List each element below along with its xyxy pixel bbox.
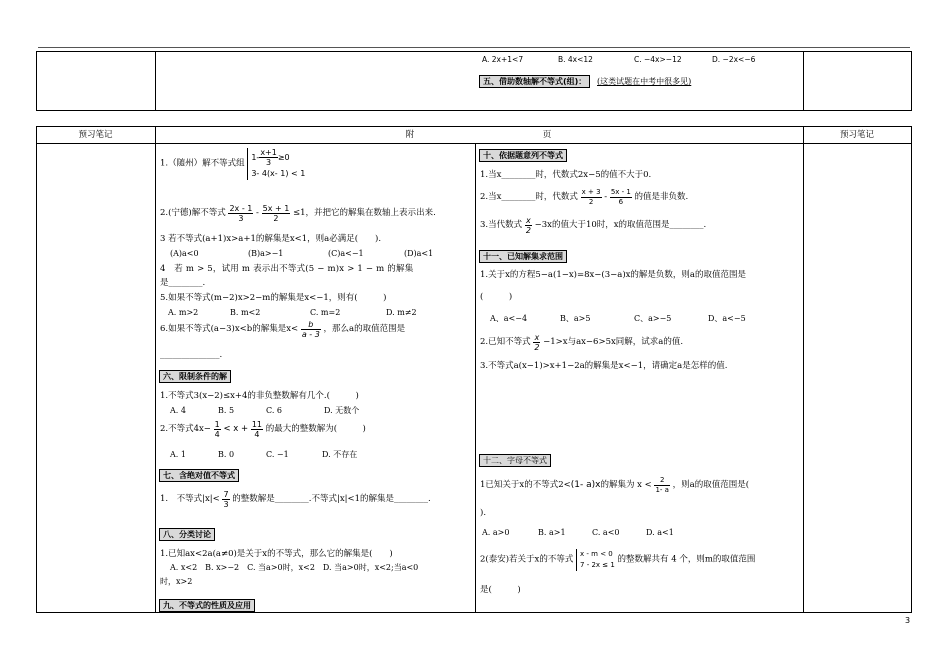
left-q2: 2.(宁德)解不等式 $\frac{2x - 1}{3}$ - $\frac{5x + 1}{2}$ ≤1，并把它的解集在数轴上表示出来. (160, 204, 436, 223)
left-s6-q2-opt-b: B. 0 (218, 450, 235, 459)
section-7-row (159, 469, 239, 482)
left-q6: 6.如果不等式(a−3)x<b的解集是x< $\frac{b}{a - 3}$ ，那么a的取值范围是 (160, 320, 406, 339)
left-q1-prefix: 1.（随州）解不等式组 (160, 158, 245, 169)
left-q3-opt-d: (D)a<1 (404, 249, 434, 258)
left-s7-q1: 1. 不等式|x|< $\frac{7}{3}$ 的整数解是________.不等式|x|<1的解集是________. (160, 490, 431, 509)
main-table-col1 (155, 126, 156, 613)
section-12-title: 十二、字母不等式 (479, 454, 551, 467)
left-s6-q1-opt-b: B. 5 (218, 406, 235, 415)
left-s6-q1-opt-c: C. 6 (266, 406, 283, 415)
section-7-title: 七、含绝对值不等式 (159, 469, 239, 482)
section-8-row (159, 528, 215, 541)
section-10-row (479, 149, 567, 162)
right-r4-opt-b: B、a>5 (560, 314, 591, 323)
left-s7-q1-fraction: $\frac{7}{3}$ (223, 490, 229, 509)
top-option-d: D. −2x<−6 (712, 55, 756, 64)
right-r8-line2: 是( ) (480, 585, 521, 595)
right-r1: 1.当x________时，代数式2x−5的值不大于0. (480, 170, 652, 180)
main-table-col-mid (475, 143, 476, 613)
right-r7-opt-a: A. a>0 (482, 528, 510, 537)
left-q3-opt-c: (C)a<−1 (328, 249, 364, 258)
section-12-row (479, 454, 551, 467)
main-table-top (36, 126, 912, 127)
left-q2-fraction-2: $\frac{5x + 1}{2}$ (262, 204, 290, 223)
section-9-title: 九、不等式的性质及应用 (159, 599, 255, 612)
main-table-left (36, 126, 37, 613)
right-r2-fraction-2: $\frac{5x - 1}{6}$ (610, 188, 631, 206)
main-table-col2 (803, 126, 804, 613)
right-r4-paren: ( ) (480, 292, 513, 302)
right-r3-fraction: $\frac{x}{2}$ (525, 216, 531, 235)
left-q5: 5.如果不等式(m−2)x>2−m的解集是x<−1，则有( ) (160, 293, 387, 303)
right-r7: 1已知关于x的不等式2<(1- a)x的解集为 x < $\frac{2}{1- a}$ ，则a的取值范围是( (480, 476, 750, 494)
top-table-bottom (36, 110, 912, 111)
left-q3: 3 若不等式(a+1)x>a+1的解集是x<1，则a必满足( ). (160, 234, 382, 244)
left-s8-q1-line2: A. x<2 B. x>−2 C. 当a>0时，x<2 D. 当a>0时，x<2;当a<0 (170, 563, 419, 572)
section-5-note: (这类试题在中考中很多见) (597, 77, 692, 86)
right-r4-opt-c: C、a>−5 (634, 314, 672, 323)
left-s6-q2-fraction-1: $\frac{1}{4}$ (214, 420, 220, 439)
right-r8-sys-line1: x - m < 0 (580, 550, 613, 558)
main-table-bottom (36, 612, 912, 613)
right-r7-end: ). (480, 508, 487, 518)
left-s6-q2-opt-d: D. 不存在 (322, 450, 358, 459)
section-5-row (479, 75, 691, 88)
right-r5-fraction: $\frac{x}{2}$ (534, 333, 540, 352)
left-s8-q1-line3: 时，x>2 (160, 577, 193, 586)
left-q6-blank: ______________. (160, 350, 223, 360)
right-r5: 2.已知不等式 $\frac{x}{2}$ −1>x与ax−6>5x同解，试求a的值. (480, 333, 684, 352)
top-table-col2 (803, 51, 804, 111)
section-5-title: 五、借助数轴解不等式(组)： (479, 75, 590, 88)
left-s8-q1: 1.已知ax<2a(a≠0)是关于x的不等式，那么它的解集是( ) (160, 549, 393, 559)
left-q2-fraction-1: $\frac{2x - 1}{3}$ (229, 204, 253, 223)
section-6-title: 六、限制条件的解 (159, 370, 231, 383)
left-s6-q2-fraction-2: $\frac{11}{4}$ (251, 420, 263, 439)
right-r3: 3.当代数式 $\frac{x}{2}$ −3x的值大于10时，x的取值范围是________. (480, 216, 707, 235)
left-s6-q1-opt-d: D. 无数个 (324, 406, 360, 415)
main-table-header-line (36, 143, 912, 144)
left-q4-line1: 4 若 m > 5，试用 m 表示出不等式(5 − m)x > 1 − m 的解集 (160, 264, 414, 274)
header-appendix-1: 附 (405, 130, 415, 140)
section-9-row (159, 599, 255, 612)
section-11-title: 十一、已知解集求范围 (479, 250, 567, 263)
page-number: 3 (905, 616, 911, 625)
right-r8-sys-line2: 7 - 2x ≤ 1 (580, 561, 615, 569)
left-q1-line1: 1- $\frac{x+1}{3}$ ≥0 (251, 148, 290, 167)
top-option-a: A. 2x+1<7 (482, 55, 524, 64)
top-option-c: C. −4x>−12 (634, 55, 682, 64)
right-r7-fraction: $\frac{2}{1- a}$ (655, 476, 669, 494)
right-r7-opt-b: B. a>1 (538, 528, 566, 537)
right-r7-opt-c: C. a<0 (592, 528, 620, 537)
right-r4-opt-a: A、a<−4 (490, 314, 528, 323)
left-q3-opt-a: (A)a<0 (170, 249, 199, 258)
section-11-row (479, 250, 567, 263)
main-table-right (911, 126, 912, 613)
left-q5-opt-b: B. m<2 (230, 308, 261, 317)
right-r4: 1.关于x的方程5−a(1−x)=8x−(3−a)x的解是负数，则a的取值范围是 (480, 270, 746, 280)
left-q1 (160, 148, 305, 180)
right-r2-fraction-1: $\frac{x + 3}{2}$ (581, 188, 601, 206)
top-table-top (36, 51, 912, 52)
section-6-row (159, 370, 231, 383)
top-table-right (911, 51, 912, 111)
left-s6-q2-opt-c: C. −1 (266, 450, 289, 459)
right-r2: 2.当x________时，代数式 $\frac{x + 3}{2}$ - $\frac{5x - 1}{6}$ 的值是非负数. (480, 188, 689, 206)
left-q5-opt-a: A. m>2 (168, 308, 199, 317)
right-r8: 2(泰安)若关于x的不等式 x - m < 0 7 - 2x ≤ 1 的整数解共有 4 个，则m的取值范围 (480, 550, 756, 569)
left-q1-system (247, 148, 305, 180)
section-10-title: 十、依据题意列不等式 (479, 149, 567, 162)
top-table-left (36, 51, 37, 111)
left-q5-opt-c: C. m=2 (310, 308, 341, 317)
header-appendix-2: 页 (542, 130, 552, 140)
left-q6-fraction: $\frac{b}{a - 3}$ (301, 320, 320, 339)
top-rule (38, 47, 910, 48)
left-q5-opt-d: D. m≠2 (386, 308, 417, 317)
top-option-b: B. 4x<12 (558, 55, 593, 64)
left-s6-q2-opt-a: A. 1 (170, 450, 186, 459)
left-q3-opt-b: (B)a>−1 (248, 249, 284, 258)
right-r4-opt-d: D、a<−5 (708, 314, 746, 323)
left-q4-line2: 是________. (160, 278, 206, 288)
right-r6: 3.不等式a(x−1)>x+1−2a的解集是x<−1，请确定a是怎样的值. (480, 361, 728, 371)
left-q1-line2: 3- 4(x- 1) < 1 (251, 169, 306, 178)
right-r8-system (576, 549, 615, 571)
left-s6-q1: 1.不等式3(x−2)≤x+4的非负整数解有几个.( ) (160, 391, 359, 401)
top-table-col1 (155, 51, 156, 111)
left-s6-q1-opt-a: A. 4 (170, 406, 186, 415)
left-q1-fraction: $\frac{x+1}{3}$ (260, 148, 277, 167)
left-s6-q2: 2.不等式4x− $\frac{1}{4}$ < x + $\frac{11}{4}$ 的最大的整数解为( ) (160, 420, 366, 439)
right-r7-opt-d: D. a<1 (646, 528, 674, 537)
header-left-notes: 预习笔记 (78, 130, 113, 140)
section-8-title: 八、分类讨论 (159, 528, 215, 541)
header-right-notes: 预习笔记 (839, 130, 874, 140)
